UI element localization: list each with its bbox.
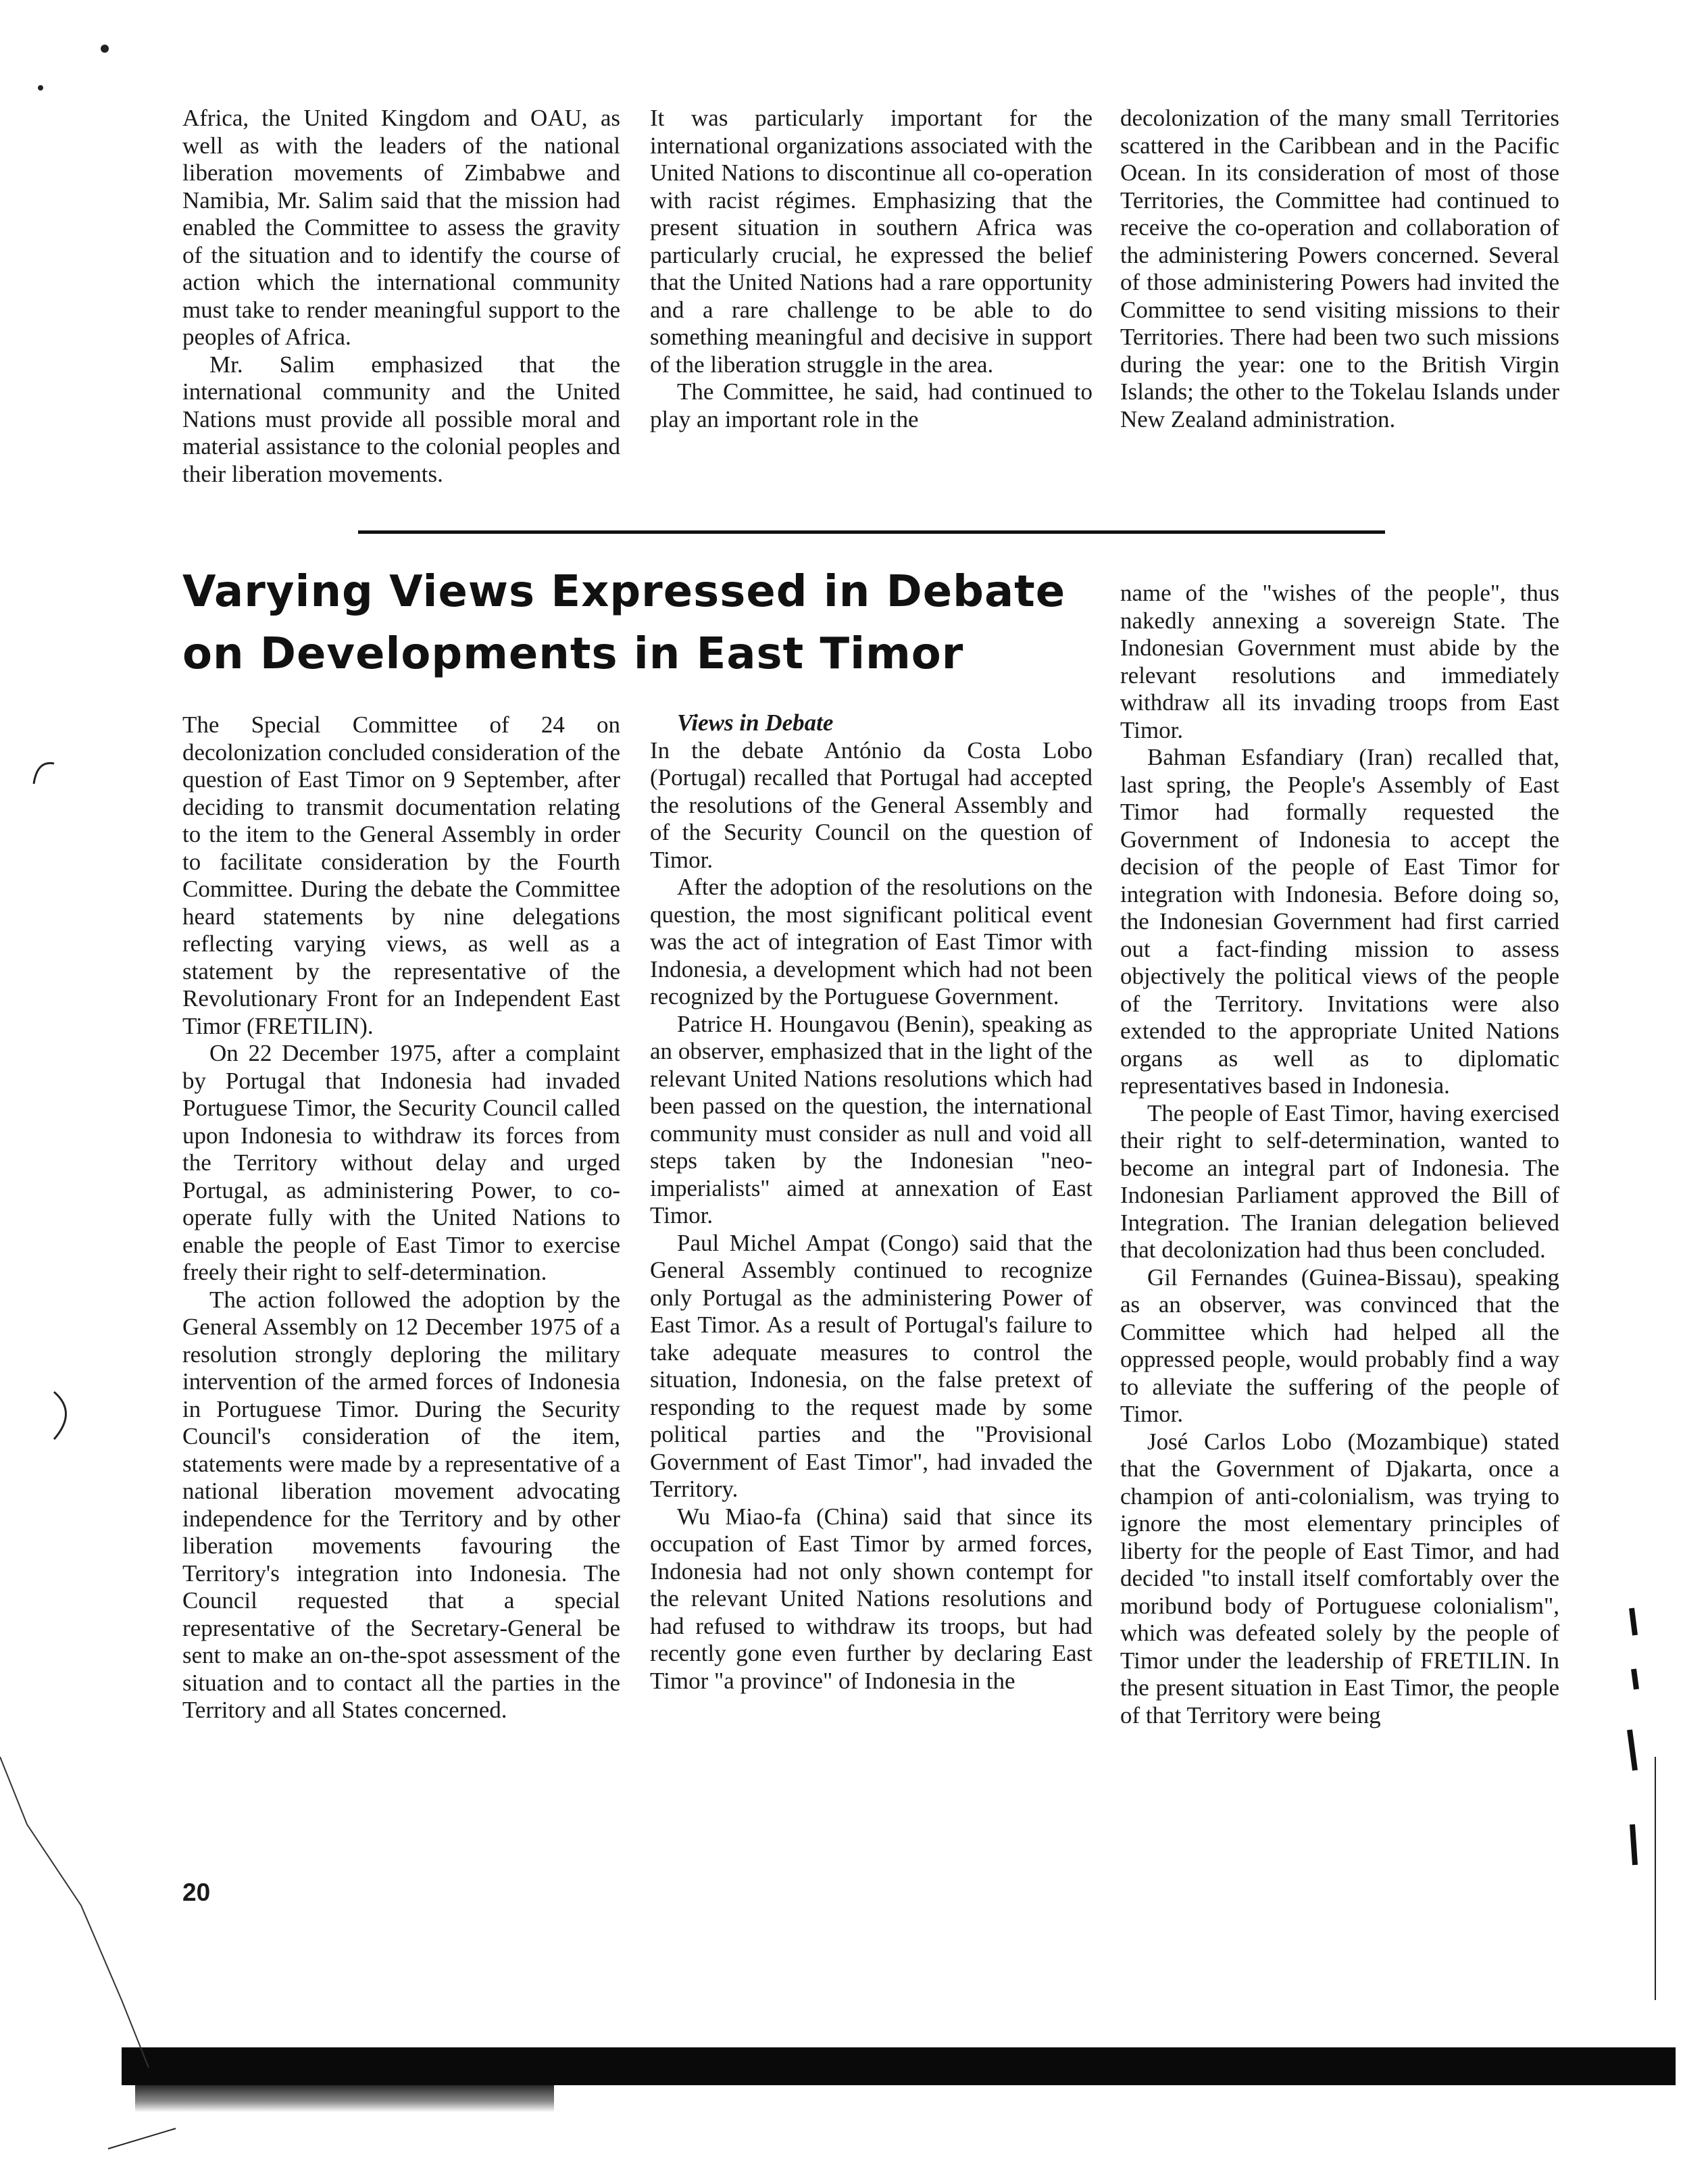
article-col2-paragraph-2: After the adoption of the resolutions on the question, the most significant political event was the act of integration of East Timor with Indonesia, a development which had not been recognized by the Portuguese Government. <box>650 874 1092 1009</box>
article-col3-paragraph-3: The people of East Timor, having exercised their right to self-determination, wanted to become an integral part of Indonesia. The Indonesian Parliament approved the Bill of Integration. The Iranian delegation believed that decolonization had thus been concluded. <box>1120 1099 1559 1263</box>
article-col1-paragraph-3: The action followed the adoption by the General Assembly on 12 December 1975 of a resolution strongly deploring the military intervention of the armed forces of Indonesia in Portuguese Timor. During the Security Council's consideration of the item, statements were made by a representative of a national liberation movement advocating independence for the Territory and by other liberation movements favouring the Territory's integration into Indonesia. The Council requested that a special representative of the Secretary-General be sent to make an on-the-spot assessment of the situation and to contact all the parties in the Territory and all States concerned. <box>182 1286 620 1723</box>
article-col3-paragraph-4: Gil Fernandes (Guinea-Bissau), speaking as an observer, was convinced that the Committee which had helped all the oppressed people, would probably find a way to alleviate the suffering of the people of Timor. <box>1120 1264 1559 1427</box>
top-col1-paragraph-1: Africa, the United Kingdom and OAU, as well as with the leaders of the national liberation movements of Zimbabwe and Namibia, Mr. Salim said that the mission had enabled the Committee to assess the gravity of the situation and to identify the course of action which the international community must take to render meaningful support to the peoples of Africa. <box>182 105 620 350</box>
article-col1-paragraph-1: The Special Committee of 24 on decolonization concluded consideration of the question of East Timor on 9 September, after deciding to transmit documentation relating to the item to the General Assembly in order to facilitate consideration by the Fourth Committee. During the debate the Committee heard statements by nine delegations reflecting varying views, as well as a statement by the representative of the Revolutionary Front for an Independent East Timor (FRETILIN). <box>182 712 620 1039</box>
article-col1-paragraph-2: On 22 December 1975, after a complaint by Portugal that Indonesia had invaded Portuguese Timor, the Security Council called upon Indonesia to withdraw its forces from the Territory without delay and urged Portugal, as administering Power, to co-operate fully with the United Nations to enable the people of East Timor to exercise freely their right to self-determination. <box>182 1040 620 1285</box>
right-noise-mark <box>1630 1608 1636 1865</box>
top-col3-paragraph-1: decolonization of the many small Territories scattered in the Caribbean and in the Pacific Ocean. In its consideration of most of those Territories, the Committee had continued to receive the co-operation and collaboration of the administering Powers concerned. Several of those administering Powers had invited the Committee to send visiting missions to their Territories. There had been two such missions during the year: one to the British Virgin Islands; the other to the Tokelau Islands under New Zealand administration. <box>1120 105 1559 432</box>
article-col3-paragraph-5: José Carlos Lobo (Mozambique) stated that the Government of Djakarta, once a champion of anti-colonialism, was trying to ignore the most elementary principles of liberty for the people of East Timor, and had decided "to install itself comfortably over the moribund body of Portuguese colonialism", which was defeated solely by the people of Timor under the leadership of FRETILIN. In the present situation in East Timor, the people of that Territory were being <box>1120 1428 1559 1728</box>
top-col1-paragraph-2: Mr. Salim emphasized that the international community and the United Nations must provide all possible moral and material assistance to the colonial peoples and their liberation movements. <box>182 351 620 487</box>
scan-edge-bar <box>122 2047 1676 2085</box>
left-bracket-mark <box>34 763 54 784</box>
section-subhead: Views in Debate <box>677 709 834 736</box>
article-col2-paragraph-1: In the debate António da Costa Lobo (Portugal) recalled that Portugal had accepted the resolutions of the General Assembly and of the Security Council on the question of Timor. <box>650 737 1092 873</box>
article-col2-paragraph-5: Wu Miao-fa (China) said that since its occupation of East Timor by armed forces, Indonesia had not only shown contempt for the relevant United Nations resolutions and had refused to withdraw its troops, but had recently gone even further by declaring East Timor "a province" of Indonesia in the <box>650 1503 1092 1694</box>
article-col3-paragraph-2: Bahman Esfandiary (Iran) recalled that, last spring, the People's Assembly of East Timor had formally requested the Government of Indonesia to accept the decision of the people of East Timor for integration with Indonesia. Before doing so, the Indonesian Government had first carried out a fact-finding mission to assess objectively the political views of the people of the Territory. Invitations were also extended to the appropriate United Nations organs as well as to diplomatic representatives based in Indonesia. <box>1120 744 1559 1099</box>
top-column-3 <box>1120 105 1559 433</box>
headline-line-2: on Developments in East Timor <box>182 629 964 679</box>
article-col2-paragraph-4: Paul Michel Ampat (Congo) said that the General Assembly continued to recognize only Portugal as the administering Power of East Timor. As a result of Portugal's failure to take adequate measures to control the situation, Indonesia, on the false pretext of responding to the request made by some political parties and the "Provisional Government of East Timor", had invaded the Territory. <box>650 1229 1092 1502</box>
article-column-3 <box>1120 580 1559 1729</box>
left-paren-mark <box>54 1392 66 1439</box>
headline-line-1: Varying Views Expressed in Debate <box>182 567 1066 617</box>
article-column-1 <box>182 712 620 1724</box>
top-left-speck-2 <box>38 85 43 91</box>
top-col2-paragraph-2: The Committee, he said, had continued to play an important role in the <box>650 378 1092 432</box>
top-left-speck <box>101 45 109 53</box>
page-number: 20 <box>182 1878 211 1906</box>
article-headline <box>182 561 1081 685</box>
article-col2-paragraph-3: Patrice H. Houngavou (Benin), speaking as an observer, emphasized that in the light of the relevant United Nations resolutions which had been passed on the question, the international community must consider as null and void all steps taken by the Indonesian "neo-imperialists" aimed at annexation of East Timor. <box>650 1010 1092 1228</box>
scan-edge-shadow <box>135 2085 554 2112</box>
article-column-2 <box>650 709 1092 1695</box>
bottom-left-stroke <box>108 2128 176 2149</box>
section-divider-rule <box>358 530 1385 534</box>
top-col2-paragraph-1: It was particularly important for the international organizations associated with the United Nations to discontinue all co-operation with racist régimes. Emphasizing that the present situation in southern Africa was particularly crucial, he expressed the belief that the United Nations had a rare opportunity and a rare challenge to be able to do something meaningful and decisive in support of the liberation struggle in the area. <box>650 105 1092 378</box>
article-col3-paragraph-1: name of the "wishes of the people", thus nakedly annexing a sovereign State. The Indonesian Government must abide by the relevant resolutions and immediately withdraw all its invading troops from East Timor. <box>1120 580 1559 743</box>
top-column-2 <box>650 105 1092 433</box>
left-edge-line <box>0 1757 149 2068</box>
top-column-1 <box>182 105 620 488</box>
